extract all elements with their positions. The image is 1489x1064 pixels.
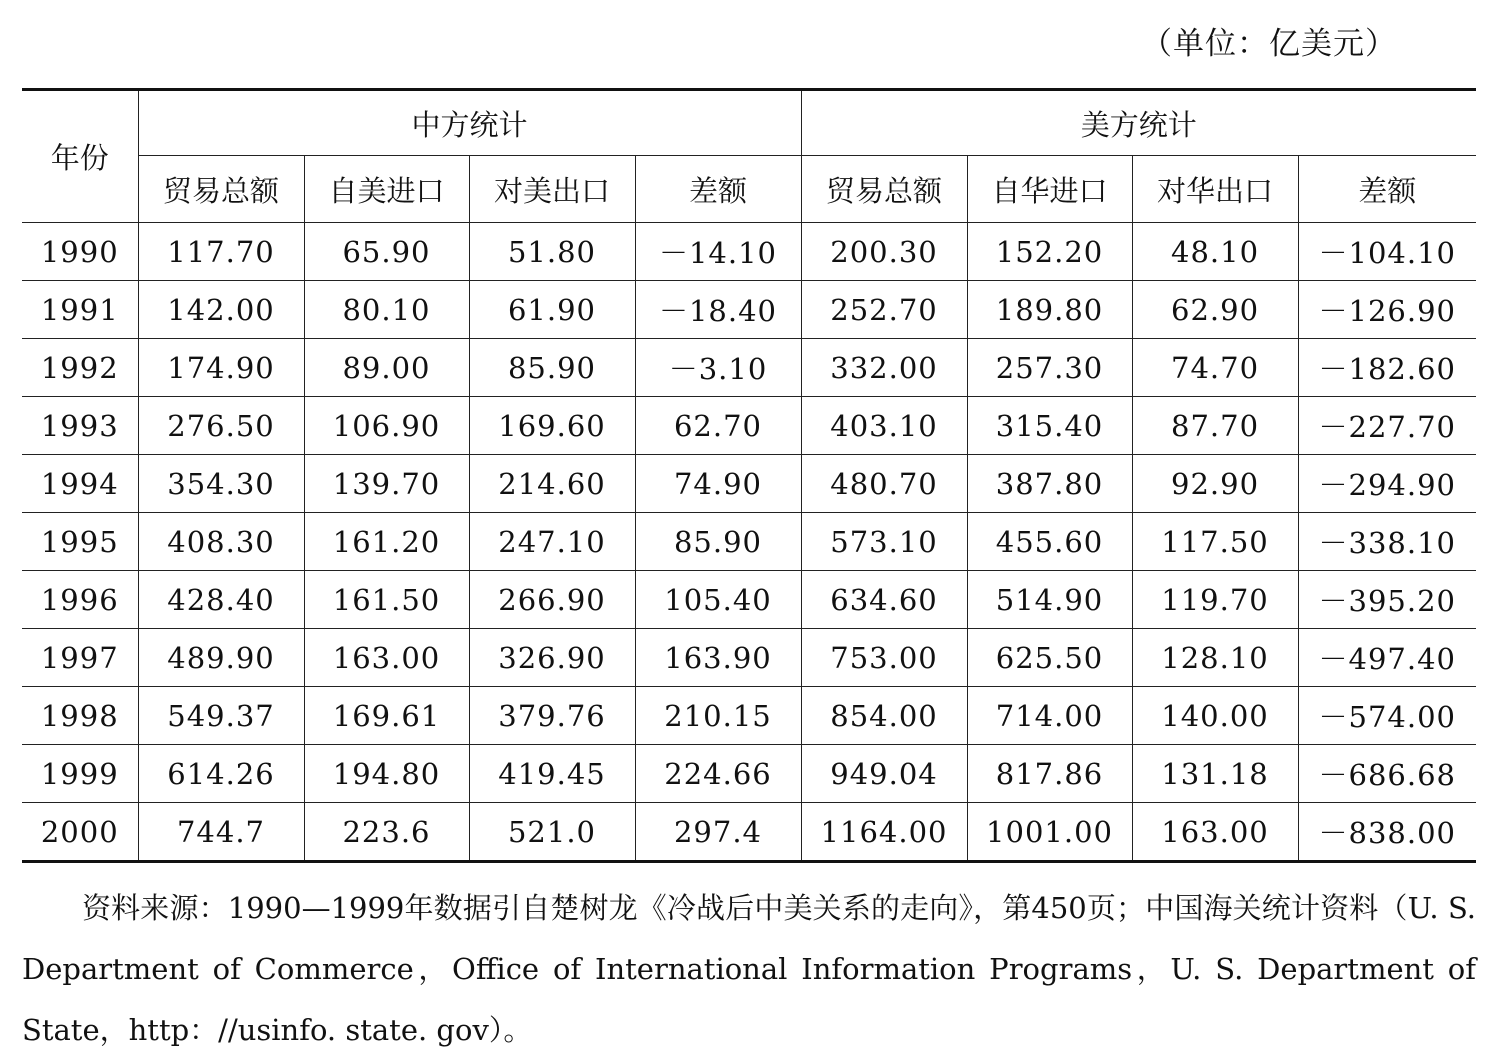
china-total-cell: 549.37 <box>138 687 304 745</box>
year-cell: 1992 <box>22 339 138 397</box>
unit-note: （单位：亿美元） <box>1141 26 1397 62</box>
china-balance-cell: －14.10 <box>635 223 801 281</box>
china-balance-cell: 105.40 <box>635 571 801 629</box>
china-total-cell: 174.90 <box>138 339 304 397</box>
table-row <box>22 745 1476 803</box>
table-row <box>22 339 1476 397</box>
us-imports-cell: 152.20 <box>967 223 1132 281</box>
us-imports-cell: 315.40 <box>967 397 1132 455</box>
china-imports-cell: 169.61 <box>304 687 469 745</box>
china-balance-cell: 85.90 <box>635 513 801 571</box>
table-row <box>22 629 1476 687</box>
us-balance-cell: －126.90 <box>1298 281 1476 339</box>
us-imports-cell: 714.00 <box>967 687 1132 745</box>
us-balance-cell: －294.90 <box>1298 455 1476 513</box>
us-exports-cell: 62.90 <box>1132 281 1298 339</box>
china-total-cell: 117.70 <box>138 223 304 281</box>
year-cell: 1993 <box>22 397 138 455</box>
us-total-cell: 753.00 <box>801 629 967 687</box>
table-row <box>22 397 1476 455</box>
us-balance-cell: －686.68 <box>1298 745 1476 803</box>
table-row <box>22 223 1476 281</box>
china-exports-cell: 247.10 <box>469 513 635 571</box>
china-imports-cell: 161.20 <box>304 513 469 571</box>
china-total-trade-header: 贸易总额 <box>138 156 304 223</box>
source-note: 资料来源：1990—1999年数据引自楚树龙《冷战后中美关系的走向》，第450页；中国海关统计资料（U. S. Department of Commerce，Office of International Information Programs，U. S. Department of State，http：//usinfo. state. gov）。 <box>22 891 1476 1047</box>
china-exports-cell: 326.90 <box>469 629 635 687</box>
year-cell: 1998 <box>22 687 138 745</box>
us-balance-cell: －838.00 <box>1298 803 1476 862</box>
china-exports-cell: 169.60 <box>469 397 635 455</box>
table-row <box>22 455 1476 513</box>
china-imports-cell: 106.90 <box>304 397 469 455</box>
china-balance-cell: －18.40 <box>635 281 801 339</box>
china-balance-cell: －3.10 <box>635 339 801 397</box>
china-exports-cell: 51.80 <box>469 223 635 281</box>
china-total-cell: 354.30 <box>138 455 304 513</box>
china-imports-cell: 163.00 <box>304 629 469 687</box>
us-total-cell: 252.70 <box>801 281 967 339</box>
china-imports-cell: 89.00 <box>304 339 469 397</box>
year-cell: 1991 <box>22 281 138 339</box>
year-cell: 2000 <box>22 803 138 862</box>
china-balance-cell: 62.70 <box>635 397 801 455</box>
china-balance-cell: 163.90 <box>635 629 801 687</box>
china-imports-cell: 139.70 <box>304 455 469 513</box>
us-exports-cell: 92.90 <box>1132 455 1298 513</box>
china-balance-cell: 224.66 <box>635 745 801 803</box>
table-row <box>22 687 1476 745</box>
us-balance-cell: －227.70 <box>1298 397 1476 455</box>
us-total-trade-header: 贸易总额 <box>801 156 967 223</box>
year-cell: 1999 <box>22 745 138 803</box>
trade-statistics-table <box>22 88 1476 863</box>
china-imports-cell: 223.6 <box>304 803 469 862</box>
china-exports-cell: 379.76 <box>469 687 635 745</box>
china-exports-cell: 419.45 <box>469 745 635 803</box>
us-imports-cell: 625.50 <box>967 629 1132 687</box>
china-total-cell: 428.40 <box>138 571 304 629</box>
us-exports-cell: 74.70 <box>1132 339 1298 397</box>
us-total-cell: 634.60 <box>801 571 967 629</box>
china-total-cell: 276.50 <box>138 397 304 455</box>
us-imports-cell: 455.60 <box>967 513 1132 571</box>
us-exports-cell: 131.18 <box>1132 745 1298 803</box>
us-exports-cell: 117.50 <box>1132 513 1298 571</box>
table-row <box>22 571 1476 629</box>
china-balance-cell: 210.15 <box>635 687 801 745</box>
us-balance-header: 差额 <box>1298 156 1476 223</box>
china-balance-cell: 74.90 <box>635 455 801 513</box>
us-exports-cell: 140.00 <box>1132 687 1298 745</box>
us-imports-cell: 189.80 <box>967 281 1132 339</box>
us-exports-header: 对华出口 <box>1132 156 1298 223</box>
year-cell: 1995 <box>22 513 138 571</box>
china-total-cell: 489.90 <box>138 629 304 687</box>
china-balance-header: 差额 <box>635 156 801 223</box>
us-total-cell: 949.04 <box>801 745 967 803</box>
china-imports-cell: 80.10 <box>304 281 469 339</box>
china-imports-cell: 161.50 <box>304 571 469 629</box>
china-total-cell: 614.26 <box>138 745 304 803</box>
us-imports-cell: 514.90 <box>967 571 1132 629</box>
year-cell: 1996 <box>22 571 138 629</box>
us-imports-cell: 257.30 <box>967 339 1132 397</box>
china-exports-cell: 61.90 <box>469 281 635 339</box>
china-imports-cell: 194.80 <box>304 745 469 803</box>
table-row <box>22 803 1476 862</box>
table-row <box>22 513 1476 571</box>
china-balance-cell: 297.4 <box>635 803 801 862</box>
us-total-cell: 403.10 <box>801 397 967 455</box>
us-total-cell: 480.70 <box>801 455 967 513</box>
year-header: 年份 <box>22 90 138 223</box>
us-total-cell: 1164.00 <box>801 803 967 862</box>
us-total-cell: 573.10 <box>801 513 967 571</box>
china-imports-cell: 65.90 <box>304 223 469 281</box>
year-cell: 1994 <box>22 455 138 513</box>
us-balance-cell: －497.40 <box>1298 629 1476 687</box>
us-exports-cell: 48.10 <box>1132 223 1298 281</box>
china-imports-header: 自美进口 <box>304 156 469 223</box>
china-exports-cell: 521.0 <box>469 803 635 862</box>
us-total-cell: 854.00 <box>801 687 967 745</box>
china-total-cell: 744.7 <box>138 803 304 862</box>
us-balance-cell: －104.10 <box>1298 223 1476 281</box>
us-total-cell: 332.00 <box>801 339 967 397</box>
year-cell: 1997 <box>22 629 138 687</box>
china-exports-header: 对美出口 <box>469 156 635 223</box>
us-exports-cell: 163.00 <box>1132 803 1298 862</box>
china-exports-cell: 214.60 <box>469 455 635 513</box>
table-body <box>22 223 1476 862</box>
china-exports-cell: 266.90 <box>469 571 635 629</box>
us-imports-cell: 387.80 <box>967 455 1132 513</box>
us-exports-cell: 119.70 <box>1132 571 1298 629</box>
us-balance-cell: －574.00 <box>1298 687 1476 745</box>
china-exports-cell: 85.90 <box>469 339 635 397</box>
us-balance-cell: －338.10 <box>1298 513 1476 571</box>
us-balance-cell: －182.60 <box>1298 339 1476 397</box>
table-row <box>22 281 1476 339</box>
us-imports-cell: 1001.00 <box>967 803 1132 862</box>
china-total-cell: 142.00 <box>138 281 304 339</box>
us-exports-cell: 87.70 <box>1132 397 1298 455</box>
us-imports-header: 自华进口 <box>967 156 1132 223</box>
us-imports-cell: 817.86 <box>967 745 1132 803</box>
us-total-cell: 200.30 <box>801 223 967 281</box>
china-statistics-header: 中方统计 <box>138 90 801 156</box>
year-cell: 1990 <box>22 223 138 281</box>
us-statistics-header: 美方统计 <box>801 90 1476 156</box>
us-exports-cell: 128.10 <box>1132 629 1298 687</box>
china-total-cell: 408.30 <box>138 513 304 571</box>
us-balance-cell: －395.20 <box>1298 571 1476 629</box>
